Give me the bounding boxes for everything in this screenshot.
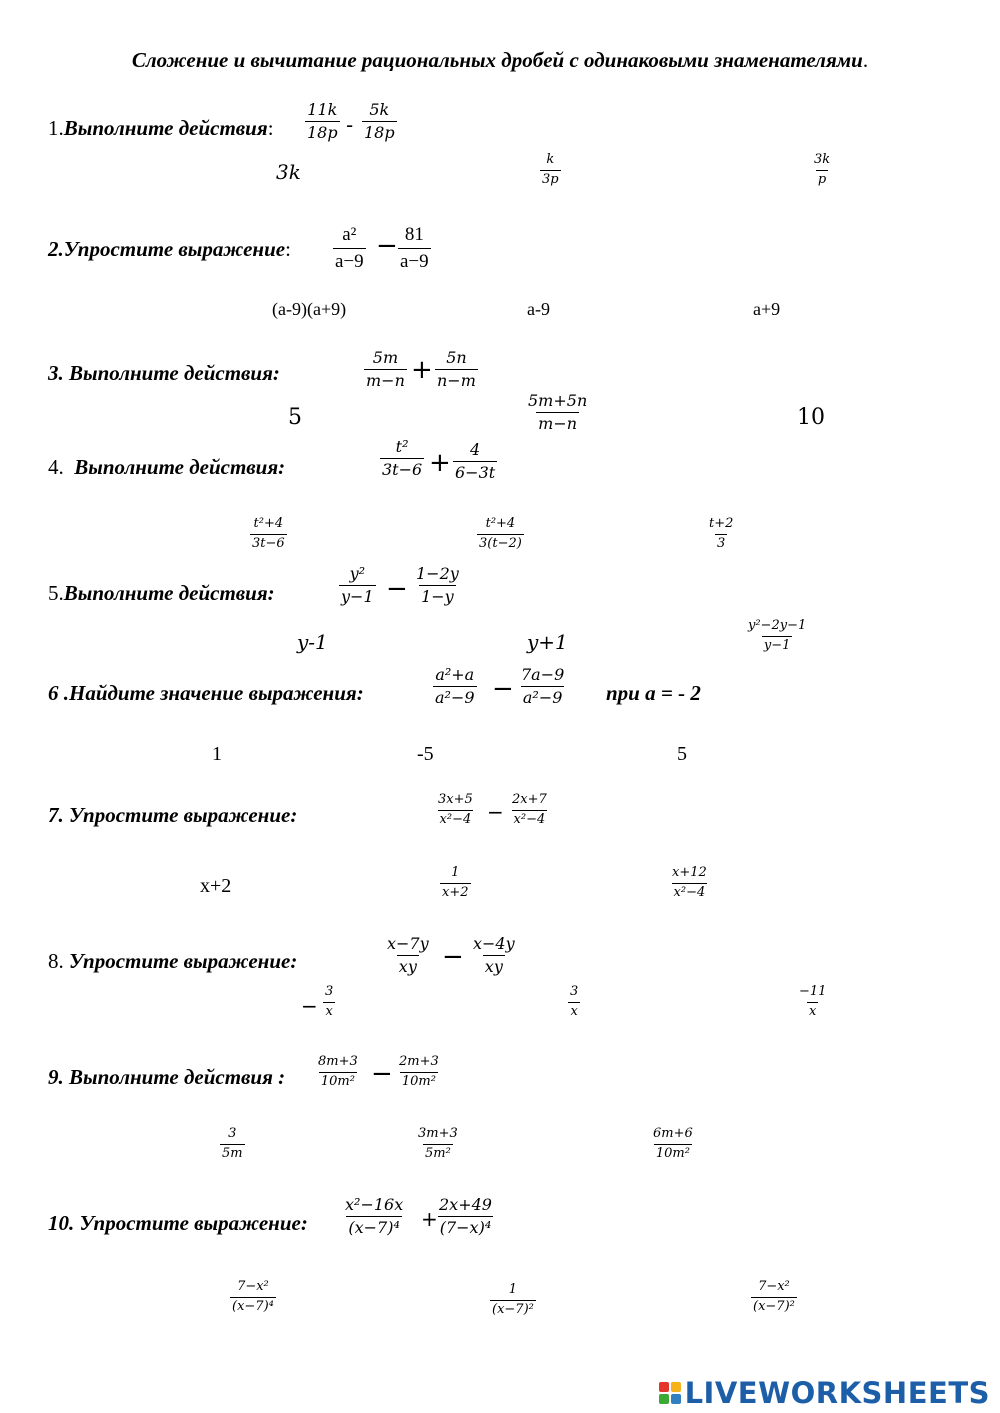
question-10-prompt: 10. Упростите выражение:	[48, 1211, 308, 1235]
logo-tile	[671, 1382, 681, 1392]
logo-tile	[671, 1394, 681, 1404]
q10-fraction-1: $\frac{\text{x²−16x}}{\text{(x−7)⁴}}$	[345, 1195, 404, 1238]
question-9-prompt: 9. Выполните действия :	[48, 1065, 286, 1089]
q8-fraction-2: $\frac{x-4y}{xy}$	[473, 934, 515, 977]
q6-fraction-2: $\frac{7a-9}{\text{a²−9}}$	[521, 665, 565, 708]
q9-operator: −	[371, 1059, 393, 1089]
question-8-prompt: 8. Упростите выражение:	[48, 949, 298, 973]
q8-fraction-1: $\frac{x-7y}{xy}$	[387, 934, 429, 977]
q6-option-3[interactable]: 5	[677, 743, 687, 765]
q8-operator: −	[442, 942, 464, 972]
logo-tile	[659, 1382, 669, 1392]
q7-fraction-1: $\frac{3x+5}{\text{x²−4}}$	[438, 792, 473, 827]
q5-option-3[interactable]: $\frac{\text{y²−2y−1}}{y-1}$	[748, 618, 807, 653]
logo-text: LIVEWORKSHEETS	[684, 1376, 990, 1410]
q3-option-2[interactable]: $\frac{5m+5n}{m-n}$	[528, 391, 588, 434]
question-1-prompt: 1.Выполните действия:	[48, 116, 274, 140]
q2-fraction-2: $\frac{81}{a-9}$	[400, 224, 429, 272]
q1-option-1[interactable]: 3k	[276, 160, 301, 184]
q9-fraction-2: $\frac{2m+3}{\text{10m²}}$	[399, 1054, 439, 1089]
q1-fraction-1: $\frac{11k}{18p}$	[307, 100, 338, 143]
q8-option-1-sign[interactable]: −	[301, 994, 318, 1018]
q9-option-3[interactable]: $\frac{6m+6}{\text{10m²}}$	[653, 1126, 693, 1161]
question-6-prompt: 6 .Найдите значение выражения:	[48, 681, 364, 705]
liveworksheets-logo[interactable]	[659, 1376, 990, 1410]
q1-fraction-2: $\frac{5k}{18p}$	[364, 100, 395, 143]
q5-option-2[interactable]: y+1	[527, 630, 568, 654]
question-7-prompt: 7. Упростите выражение:	[48, 803, 298, 827]
logo-tiles-icon	[659, 1382, 681, 1404]
q4-fraction-2: $\frac{4}{6-3t}$	[455, 440, 496, 483]
q9-fraction-1: $\frac{8m+3}{\text{10m²}}$	[318, 1054, 358, 1089]
logo-tile	[659, 1394, 669, 1404]
q4-option-2[interactable]: $\frac{\text{t²+4}}{3(t-2)}$	[479, 516, 522, 551]
q10-option-3[interactable]: $\frac{\text{7−x²}}{\text{(x−7)²}}$	[753, 1279, 795, 1314]
q9-option-1[interactable]: $\frac{3}{5m}$	[222, 1126, 243, 1161]
q3-option-3[interactable]: 10	[797, 405, 825, 430]
q3-operator: +	[411, 355, 433, 385]
q5-option-1[interactable]: y-1	[297, 630, 328, 654]
question-5-prompt: 5.Выполните действия:	[48, 581, 275, 605]
q4-fraction-1: $\frac{\text{t²}}{3t-6}$	[382, 437, 423, 480]
q8-option-1[interactable]: $\frac{3}{x}$	[325, 984, 334, 1019]
q1-operator: -	[346, 113, 354, 137]
q4-option-3[interactable]: $\frac{t+2}{3}$	[709, 516, 734, 551]
worksheet-title: Сложение и вычитание рациональных дробей с одинаковыми знаменателями.	[131, 48, 869, 72]
q3-fraction-1: $\frac{5m}{m-n}$	[366, 348, 405, 391]
question-4-prompt: 4. Выполните действия:	[48, 455, 286, 479]
q2-option-2[interactable]: a-9	[527, 299, 550, 319]
q7-option-2[interactable]: $\frac{1}{x+2}$	[442, 865, 469, 900]
q6-condition: при a = - 2	[606, 681, 701, 705]
q7-operator: −	[487, 800, 504, 824]
question-3-prompt: 3. Выполните действия:	[48, 361, 280, 385]
q6-option-1[interactable]: 1	[212, 743, 222, 765]
q3-fraction-2: $\frac{5n}{n-m}$	[437, 348, 476, 391]
q7-fraction-2: $\frac{2x+7}{\text{x²−4}}$	[512, 792, 547, 827]
q10-option-2[interactable]: $\frac{1}{\text{(x−7)²}}$	[492, 1282, 534, 1317]
q8-option-2[interactable]: $\frac{3}{x}$	[570, 984, 579, 1019]
q10-fraction-2: $\frac{2x+49}{\text{(7−x)⁴}}$	[439, 1195, 492, 1238]
q2-operator: −	[376, 231, 398, 261]
q1-option-3[interactable]: $\frac{3k}{p}$	[814, 152, 831, 187]
q6-operator: −	[492, 674, 514, 704]
q3-option-1[interactable]: 5	[288, 405, 302, 430]
q9-option-2[interactable]: $\frac{3m+3}{\text{5m²}}$	[418, 1126, 458, 1161]
q2-option-1[interactable]: (a-9)(a+9)	[272, 299, 347, 319]
q1-option-2[interactable]: $\frac{k}{3p}$	[542, 152, 559, 187]
q10-operator: +	[421, 1207, 438, 1231]
q7-option-1[interactable]: x+2	[200, 875, 232, 897]
q5-fraction-2: $\frac{1-2y}{1-y}$	[416, 564, 459, 607]
question-2-prompt: 2.Упростите выражение:	[48, 237, 291, 261]
q7-option-3[interactable]: $\frac{x+12}{\text{x²−4}}$	[672, 865, 707, 900]
q5-fraction-1: $\frac{\text{y²}}{y-1}$	[341, 564, 374, 607]
q8-option-3[interactable]: $\frac{-11}{x}$	[799, 984, 827, 1019]
q10-option-1[interactable]: $\frac{\text{7−x²}}{\text{(x−7)⁴}}$	[232, 1279, 274, 1314]
q6-option-2[interactable]: -5	[417, 743, 434, 765]
q4-option-1[interactable]: $\frac{\text{t²+4}}{3t-6}$	[252, 516, 285, 551]
q5-operator: −	[386, 574, 408, 604]
q6-fraction-1: $\frac{\text{a²+a}}{\text{a²−9}}$	[435, 665, 475, 708]
q2-option-3[interactable]: a+9	[753, 299, 781, 319]
q2-fraction-1: $\frac{\text{a²}}{a-9}$	[335, 224, 364, 272]
q4-operator: +	[429, 448, 451, 478]
